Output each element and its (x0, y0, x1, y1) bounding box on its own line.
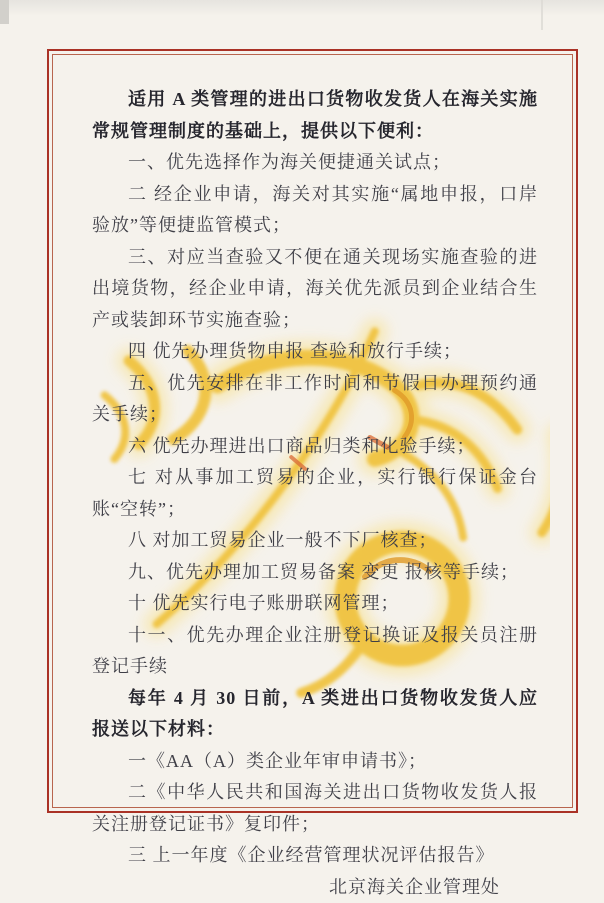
benefit-item-1: 一、优先选择作为海关便捷通关试点； (92, 147, 538, 179)
benefit-item-6: 六 优先办理进出口商品归类和化验手续； (92, 431, 538, 463)
signature: 北京海关企业管理处 (92, 872, 538, 903)
benefit-item-5: 五、优先安排在非工作时间和节假日办理预约通关手续； (92, 368, 538, 431)
benefit-item-8: 八 对加工贸易企业一般不下厂核查； (92, 525, 538, 557)
benefit-item-3: 三、对应当查验又不便在通关现场实施查验的进出境货物，经企业申请，海关优先派员到企业结合生产或装卸环节实施查验； (92, 242, 538, 337)
benefit-item-9: 九、优先办理加工贸易备案 变更 报核等手续； (92, 557, 538, 589)
benefit-item-11: 十一、优先办理企业注册登记换证及报关员注册登记手续 (92, 620, 538, 683)
benefit-item-2: 二 经企业申请，海关对其实施“属地申报，口岸验放”等便捷监管模式； (92, 179, 538, 242)
benefit-item-7: 七 对从事加工贸易的企业，实行银行保证金台账“空转”； (92, 462, 538, 525)
material-item-2: 二《中华人民共和国海关进出口货物收发货人报关注册登记证书》复印件； (92, 777, 538, 840)
intro-paragraph: 适用 A 类管理的进出口货物收发货人在海关实施常规管理制度的基础上，提供以下便利： (92, 84, 538, 147)
document-body (92, 84, 538, 903)
benefit-item-4: 四 优先办理货物申报 查验和放行手续； (92, 336, 538, 368)
material-item-3: 三 上一年度《企业经营管理状况评估报告》 (92, 840, 538, 872)
annual-notice-paragraph: 每年 4 月 30 日前，A 类进出口货物收发货人应报送以下材料： (92, 683, 538, 746)
material-item-1: 一《AA（A）类企业年审申请书》； (92, 746, 538, 778)
scan-edge-shadow-top (0, 0, 604, 16)
scan-streak-artifact (541, 0, 543, 30)
scan-corner-artifact (0, 0, 9, 24)
benefit-item-10: 十 优先实行电子账册联网管理； (92, 588, 538, 620)
